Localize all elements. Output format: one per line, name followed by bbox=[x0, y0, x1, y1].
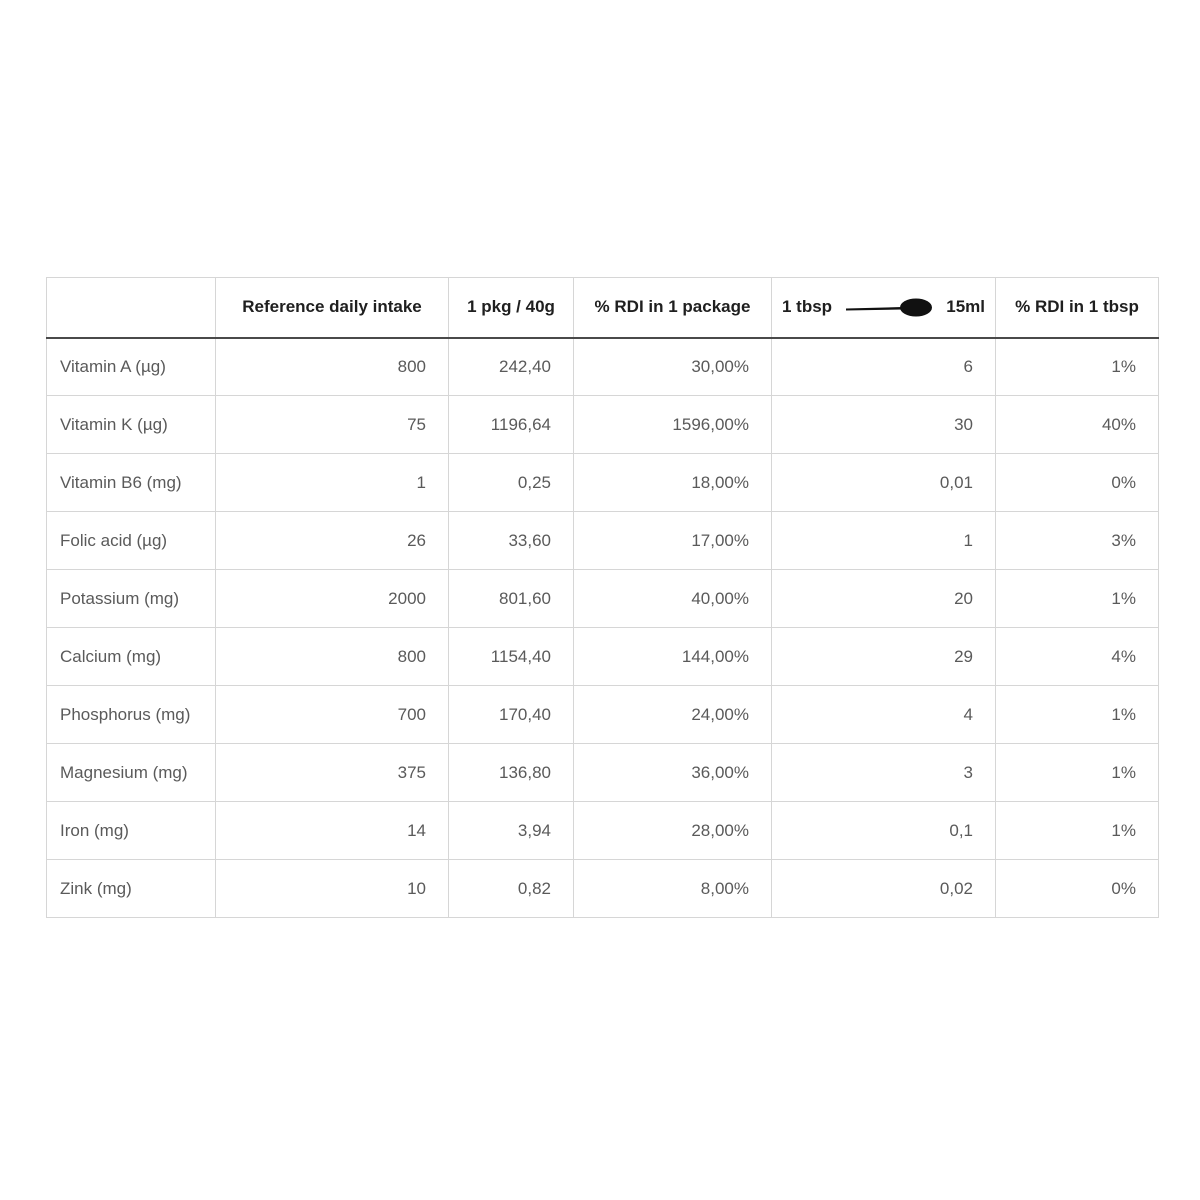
rdi-tbsp-cell: 1% bbox=[996, 686, 1159, 744]
table-row bbox=[47, 570, 1159, 628]
nutrient-name-cell: Vitamin B6 (mg) bbox=[47, 454, 216, 512]
rdi-package-cell: 1596,00% bbox=[574, 396, 772, 454]
package-amount-cell: 170,40 bbox=[449, 686, 574, 744]
reference-intake-cell: 75 bbox=[216, 396, 449, 454]
rdi-tbsp-cell: 0% bbox=[996, 860, 1159, 918]
tbsp-header-content bbox=[782, 295, 985, 319]
nutrition-table bbox=[46, 277, 1159, 918]
rdi-package-cell: 24,00% bbox=[574, 686, 772, 744]
table-row bbox=[47, 802, 1159, 860]
rdi-package-cell: 28,00% bbox=[574, 802, 772, 860]
reference-intake-cell: 700 bbox=[216, 686, 449, 744]
tbsp-amount-cell: 1 bbox=[772, 512, 996, 570]
reference-intake-cell: 10 bbox=[216, 860, 449, 918]
nutrient-name-cell: Iron (mg) bbox=[47, 802, 216, 860]
table-row bbox=[47, 338, 1159, 396]
reference-intake-cell: 800 bbox=[216, 628, 449, 686]
table-row bbox=[47, 628, 1159, 686]
rdi-package-cell: 18,00% bbox=[574, 454, 772, 512]
reference-intake-cell: 2000 bbox=[216, 570, 449, 628]
package-amount-cell: 801,60 bbox=[449, 570, 574, 628]
package-amount-cell: 136,80 bbox=[449, 744, 574, 802]
package-amount-cell: 1196,64 bbox=[449, 396, 574, 454]
header-rdi-tbsp: % RDI in 1 tbsp bbox=[996, 278, 1159, 338]
nutrient-name-cell: Phosphorus (mg) bbox=[47, 686, 216, 744]
table-row bbox=[47, 686, 1159, 744]
reference-intake-cell: 1 bbox=[216, 454, 449, 512]
table-body bbox=[47, 338, 1159, 918]
header-reference-daily-intake: Reference daily intake bbox=[216, 278, 449, 338]
nutrient-name-cell: Folic acid (µg) bbox=[47, 512, 216, 570]
table-row bbox=[47, 744, 1159, 802]
tbsp-amount-cell: 0,01 bbox=[772, 454, 996, 512]
rdi-tbsp-cell: 40% bbox=[996, 396, 1159, 454]
rdi-tbsp-cell: 1% bbox=[996, 570, 1159, 628]
header-nutrient bbox=[47, 278, 216, 338]
rdi-tbsp-cell: 1% bbox=[996, 744, 1159, 802]
header-tbsp-label: 1 tbsp bbox=[782, 297, 833, 317]
header-rdi-package: % RDI in 1 package bbox=[574, 278, 772, 338]
package-amount-cell: 33,60 bbox=[449, 512, 574, 570]
reference-intake-cell: 26 bbox=[216, 512, 449, 570]
rdi-package-cell: 144,00% bbox=[574, 628, 772, 686]
rdi-tbsp-cell: 4% bbox=[996, 628, 1159, 686]
table-row bbox=[47, 512, 1159, 570]
nutrient-name-cell: Vitamin A (µg) bbox=[47, 338, 216, 396]
reference-intake-cell: 14 bbox=[216, 802, 449, 860]
reference-intake-cell: 375 bbox=[216, 744, 449, 802]
package-amount-cell: 242,40 bbox=[449, 338, 574, 396]
tbsp-amount-cell: 29 bbox=[772, 628, 996, 686]
reference-intake-cell: 800 bbox=[216, 338, 449, 396]
tbsp-amount-cell: 3 bbox=[772, 744, 996, 802]
rdi-package-cell: 40,00% bbox=[574, 570, 772, 628]
spoon-icon bbox=[844, 295, 934, 319]
tbsp-amount-cell: 4 bbox=[772, 686, 996, 744]
header-ml-label: 15ml bbox=[946, 297, 985, 317]
rdi-tbsp-cell: 3% bbox=[996, 512, 1159, 570]
table-row bbox=[47, 860, 1159, 918]
header-tbsp bbox=[772, 278, 996, 338]
tbsp-amount-cell: 6 bbox=[772, 338, 996, 396]
rdi-package-cell: 8,00% bbox=[574, 860, 772, 918]
nutrient-name-cell: Magnesium (mg) bbox=[47, 744, 216, 802]
tbsp-amount-cell: 30 bbox=[772, 396, 996, 454]
header-row bbox=[47, 278, 1159, 338]
header-package-amount: 1 pkg / 40g bbox=[449, 278, 574, 338]
package-amount-cell: 0,82 bbox=[449, 860, 574, 918]
tbsp-amount-cell: 0,02 bbox=[772, 860, 996, 918]
rdi-package-cell: 30,00% bbox=[574, 338, 772, 396]
package-amount-cell: 1154,40 bbox=[449, 628, 574, 686]
tbsp-amount-cell: 20 bbox=[772, 570, 996, 628]
rdi-tbsp-cell: 1% bbox=[996, 338, 1159, 396]
tbsp-amount-cell: 0,1 bbox=[772, 802, 996, 860]
table-row bbox=[47, 454, 1159, 512]
nutrient-name-cell: Calcium (mg) bbox=[47, 628, 216, 686]
rdi-package-cell: 36,00% bbox=[574, 744, 772, 802]
table-row bbox=[47, 396, 1159, 454]
rdi-tbsp-cell: 1% bbox=[996, 802, 1159, 860]
nutrient-name-cell: Potassium (mg) bbox=[47, 570, 216, 628]
package-amount-cell: 0,25 bbox=[449, 454, 574, 512]
package-amount-cell: 3,94 bbox=[449, 802, 574, 860]
nutrient-name-cell: Zink (mg) bbox=[47, 860, 216, 918]
rdi-package-cell: 17,00% bbox=[574, 512, 772, 570]
rdi-tbsp-cell: 0% bbox=[996, 454, 1159, 512]
nutrient-name-cell: Vitamin K (µg) bbox=[47, 396, 216, 454]
